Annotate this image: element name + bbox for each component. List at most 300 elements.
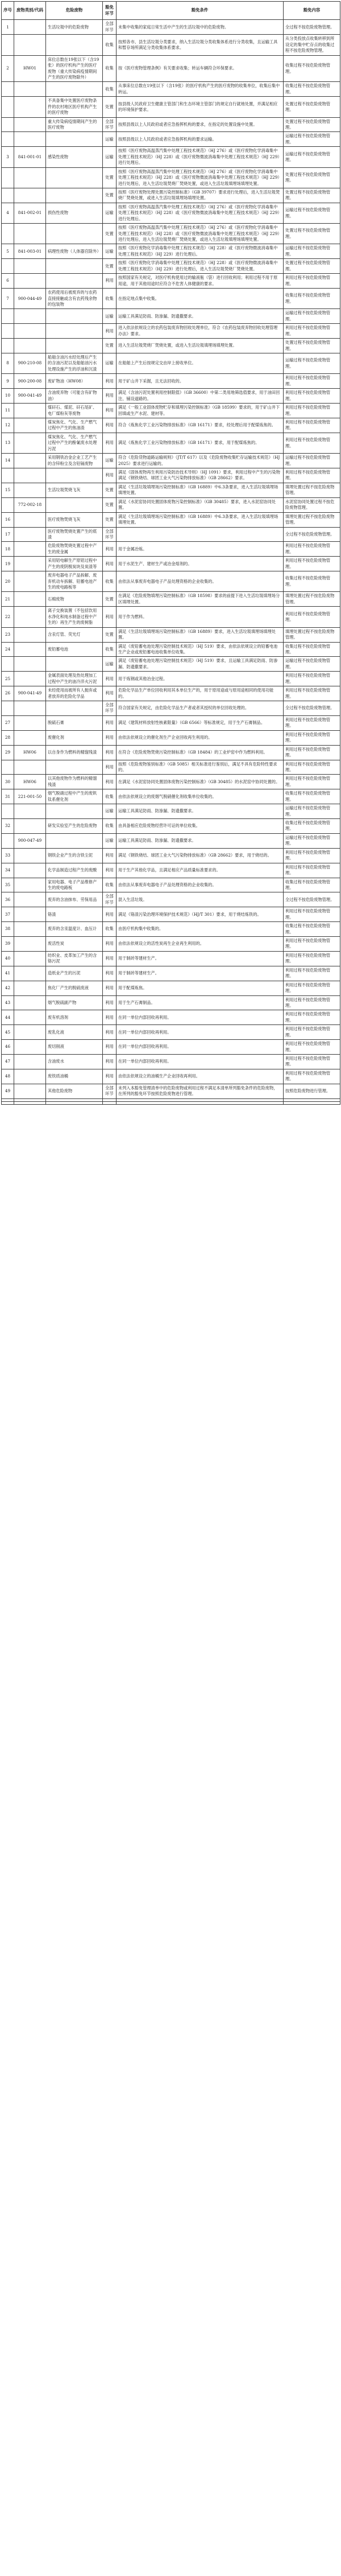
row-number: 3 bbox=[2, 147, 14, 167]
exempt-condition: 按照各市、县生活垃圾分类要求，纳入生活垃圾分类收集体系进行分类收集，且运输工具和暂存场所满足分类收集体系要求。 bbox=[117, 35, 284, 55]
row-number: 1 bbox=[2, 20, 14, 35]
waste-name bbox=[46, 132, 103, 147]
table-row bbox=[2, 527, 340, 542]
exempt-condition: 满足《生活垃圾填埋场污染控制标准》（GB 16889）中6.3条要求，进入生活垃圾填埋场填埋处置。 bbox=[117, 512, 284, 527]
exempt-content: 利用过程不按危险废物管理。 bbox=[284, 274, 340, 289]
row-number: 6 bbox=[2, 274, 14, 289]
table-row bbox=[2, 483, 340, 497]
table-row bbox=[2, 97, 340, 117]
waste-code: 841-001-01 bbox=[14, 147, 46, 167]
waste-code bbox=[14, 715, 46, 730]
table-row bbox=[2, 542, 340, 557]
table-row bbox=[2, 224, 340, 244]
exempt-step: 处置 bbox=[103, 167, 117, 188]
exempt-content: 收集过程不按危险废物管理。 bbox=[284, 55, 340, 82]
exempt-step: 利用 bbox=[103, 775, 117, 789]
exempt-content: 处置过程不按危险废物管理。 bbox=[284, 224, 340, 244]
table-row bbox=[2, 627, 340, 642]
exempt-condition: 由依法依规设立的油桶生产企业回收再利用。 bbox=[117, 1069, 284, 1084]
row-number: 40 bbox=[2, 951, 14, 966]
exempt-content: 利用过程不按危险废物管理。 bbox=[284, 981, 340, 995]
waste-code bbox=[14, 672, 46, 686]
exempt-step: 利用 bbox=[103, 907, 117, 922]
exempt-content: 全过程不按危险废物管理。 bbox=[284, 701, 340, 716]
row-number: 24 bbox=[2, 642, 14, 657]
waste-code bbox=[14, 730, 46, 745]
waste-code bbox=[14, 167, 46, 188]
table-header bbox=[2, 2, 340, 20]
header-cond: 豁免条件 bbox=[117, 2, 284, 20]
table-row bbox=[2, 132, 340, 147]
exempt-step: 处置 bbox=[103, 224, 117, 244]
table-row bbox=[2, 418, 340, 433]
table-row bbox=[2, 715, 340, 730]
exempt-step: 全部环节 bbox=[103, 20, 117, 35]
exempt-condition: 在同一单位内部回收再利用。 bbox=[117, 1055, 284, 1069]
exempt-content: 利用过程不按危险废物管理。 bbox=[284, 730, 340, 745]
table-row bbox=[2, 188, 340, 203]
waste-code bbox=[14, 527, 46, 542]
waste-code bbox=[14, 309, 46, 324]
exempt-condition: 满足《含油污泥处置利用控制限值》（GB 36600）中第二类用地筛选值要求，用于油田回注、铺设道路的。 bbox=[117, 389, 284, 404]
exempt-step: 收集 bbox=[103, 878, 117, 892]
waste-code bbox=[14, 571, 46, 592]
table-row bbox=[2, 833, 340, 848]
exempt-condition: 按照《医疗废物化学消毒集中处理工程技术规范》（HJ 228）或《医疗废物微波消毒集中处理工程技术规范》（HJ 229）进行处理后，进入生活垃圾焚烧厂焚烧处置。 bbox=[117, 259, 284, 274]
table-row bbox=[2, 907, 340, 922]
waste-code bbox=[14, 274, 46, 289]
waste-code bbox=[14, 20, 46, 35]
exempt-content: 运输过程不按危险废物管理。 bbox=[284, 203, 340, 223]
table-row bbox=[2, 789, 340, 804]
exempt-content: 利用过程不按危险废物管理。 bbox=[284, 848, 340, 863]
table-row bbox=[2, 404, 340, 418]
waste-name bbox=[46, 804, 103, 819]
exempt-condition: 按照《医疗废物化学消毒集中处理工程技术规范》（HJ 228）或《医疗废物微波消毒集中处理工程技术规范》（HJ 229）进行处理后。 bbox=[117, 244, 284, 259]
header-step: 豁免环节 bbox=[103, 2, 117, 20]
waste-name: 含油废水 bbox=[46, 1055, 103, 1069]
exempt-condition: 由依法依规设立的废烟气脱硝催化剂收集单位收集的。 bbox=[117, 789, 284, 804]
exempt-condition: 满足《生活垃圾填埋场污染控制标准》（GB 16889）中6.3条要求，进入生活垃圾填埋场填埋处置。 bbox=[117, 483, 284, 497]
row-number: 25 bbox=[2, 672, 14, 686]
row-number bbox=[2, 97, 14, 117]
table-row bbox=[2, 819, 340, 834]
exempt-step: 利用 bbox=[103, 274, 117, 289]
waste-name: 损伤性废物 bbox=[46, 203, 103, 223]
exempt-step: 利用 bbox=[103, 686, 117, 701]
header-part: 豁免内容 bbox=[284, 2, 340, 20]
waste-code bbox=[14, 418, 46, 433]
exempt-condition: 混入生活垃圾。 bbox=[117, 892, 284, 907]
exempt-step: 利用 bbox=[103, 468, 117, 483]
waste-name: 烟气脱硝过程中产生的废钒钛系催化剂 bbox=[46, 789, 103, 804]
waste-name bbox=[46, 35, 103, 55]
row-number: 15 bbox=[2, 483, 14, 497]
waste-code bbox=[14, 848, 46, 863]
exempt-condition: 由依法从事废弃电器电子产品处理资格的企业收集的。 bbox=[117, 878, 284, 892]
exempt-condition: 运输工具满足防雨、防渗漏、防遗撒要求。 bbox=[117, 804, 284, 819]
exempt-content: 利用过程不按危险废物管理。 bbox=[284, 404, 340, 418]
exempt-content: 利用过程不按危险废物管理。 bbox=[284, 542, 340, 557]
exempt-step: 处置 bbox=[103, 512, 117, 527]
row-number bbox=[2, 497, 14, 512]
exempt-condition: 符合《危险货物道路运输规则》（JT/T 617）以及《危险废物收集贮存运输技术规范》（HJ 2025）要求进行运输的。 bbox=[117, 454, 284, 468]
row-number: 8 bbox=[2, 353, 14, 374]
exempt-content: 收集过程不按危险废物管理。 bbox=[284, 922, 340, 937]
row-number: 19 bbox=[2, 557, 14, 571]
table-row bbox=[2, 20, 340, 35]
exempt-content: 利用过程不按危险废物管理。 bbox=[284, 1025, 340, 1040]
waste-name: 以自身作为燃料的精馏残渣 bbox=[46, 745, 103, 760]
exempt-content: 利用过程不按危险废物管理。 bbox=[284, 607, 340, 627]
waste-code bbox=[14, 878, 46, 892]
exempt-condition: 满足《生活垃圾填埋场污染控制标准》（GB 16889）要求，进入生活垃圾填埋场填埋处置。 bbox=[117, 627, 284, 642]
exempt-condition: 危险化学品生产单位回收利用其本单位生产的，用于原用途或与原用途相同的使用功能的。 bbox=[117, 686, 284, 701]
exempt-condition: 用于作为燃料。 bbox=[117, 607, 284, 627]
waste-name: 以其他废物作为燃料的精馏残渣 bbox=[46, 775, 103, 789]
exempt-step: 利用 bbox=[103, 324, 117, 339]
exempt-step: 利用 bbox=[103, 1055, 117, 1069]
row-number: 21 bbox=[2, 592, 14, 607]
exempt-step: 利用 bbox=[103, 966, 117, 981]
exempt-step: 处置 bbox=[103, 259, 117, 274]
waste-code bbox=[14, 995, 46, 1010]
exempt-step: 处置 bbox=[103, 497, 117, 512]
table-row bbox=[2, 951, 340, 966]
exempt-condition: 用于炼钢或其他冶金过程。 bbox=[117, 672, 284, 686]
table-row bbox=[2, 804, 340, 819]
row-number: 34 bbox=[2, 863, 14, 878]
waste-name bbox=[46, 468, 103, 483]
waste-code bbox=[14, 454, 46, 468]
waste-name: 医疗废物焚烧处置产生的底渣 bbox=[46, 527, 103, 542]
exempt-step: 全部环节 bbox=[103, 892, 117, 907]
exempt-content: 利用过程不按危险废物管理。 bbox=[284, 775, 340, 789]
exempt-condition: 符合国家有关规定，由危险化学品生产者或者其授权的单位回收处理的。 bbox=[117, 701, 284, 716]
exempt-condition: 满足《建筑材料放射性核素限量》（GB 6566）等标准规定，用于生产石膏制品。 bbox=[117, 715, 284, 730]
exempt-content: 利用过程不按危险废物管理。 bbox=[284, 557, 340, 571]
waste-code bbox=[14, 1084, 46, 1098]
exempt-content: 水泥窑协同处置过程不按危险废物管理。 bbox=[284, 497, 340, 512]
waste-name: 废弃的含汞温度计、血压计 bbox=[46, 922, 103, 937]
exempt-content: 运输过程不按危险废物管理。 bbox=[284, 454, 340, 468]
exempt-condition: 进入依法依规设立的农药包装废弃物回收处理单位，符合《农药包装废弃物回收处理管理办法》要求。 bbox=[117, 324, 284, 339]
exempt-step: 利用 bbox=[103, 760, 117, 775]
row-number bbox=[2, 324, 14, 339]
row-number bbox=[2, 1101, 14, 1104]
waste-name: 含油废弃物（可能含有矿物油） bbox=[46, 389, 103, 404]
waste-code bbox=[14, 557, 46, 571]
waste-code: HW01 bbox=[14, 55, 46, 82]
exempt-step: 处置 bbox=[103, 627, 117, 642]
waste-code: 221-001-50 bbox=[14, 789, 46, 804]
table-row bbox=[2, 745, 340, 760]
exempt-condition: 按照《医疗废物高温蒸汽集中处理工程技术规范》（HJ 276）或《医疗废物化学消毒集中处理工程技术规范》（HJ 228）或《医疗废物微波消毒集中处理工程技术规范》（HJ 229）进行处理后。 bbox=[117, 147, 284, 167]
row-number: 48 bbox=[2, 1069, 14, 1084]
exempt-step: 收集 bbox=[103, 571, 117, 592]
row-number: 23 bbox=[2, 627, 14, 642]
waste-code bbox=[14, 592, 46, 607]
table-row bbox=[2, 701, 340, 716]
waste-code bbox=[14, 760, 46, 775]
table-row bbox=[2, 82, 340, 97]
waste-code bbox=[14, 324, 46, 339]
exempt-content: 处置过程不按危险废物管理。 bbox=[284, 339, 340, 353]
exempt-content: 运输过程不按危险废物管理。 bbox=[284, 132, 340, 147]
row-number bbox=[2, 833, 14, 848]
row-number: 42 bbox=[2, 981, 14, 995]
row-number bbox=[2, 760, 14, 775]
exempt-step: 处置 bbox=[103, 483, 117, 497]
exempt-condition: 在同一单位内部回收再利用。 bbox=[117, 1010, 284, 1025]
exempt-step: 运输 bbox=[103, 657, 117, 672]
waste-code bbox=[14, 483, 46, 497]
row-number: 11 bbox=[2, 404, 14, 418]
exempt-step: 运输 bbox=[103, 147, 117, 167]
exempt-step: 利用 bbox=[103, 1069, 117, 1084]
waste-code bbox=[14, 966, 46, 981]
waste-name bbox=[46, 1101, 103, 1104]
table-row bbox=[2, 433, 340, 453]
waste-name: 含汞灯管、荧光灯 bbox=[46, 627, 103, 642]
exempt-step: 收集 bbox=[103, 642, 117, 657]
exempt-condition: 从事床位总数在19张以下（含19张）的医疗机构产生的医疗废物的收集单位，收集后集中转运。 bbox=[117, 82, 284, 97]
exempt-condition: 未集中收集的家庭日常生活中产生的生活垃圾中的危险废物。 bbox=[117, 20, 284, 35]
exempt-content: 全过程不按危险废物管理。 bbox=[284, 20, 340, 35]
waste-name: 纺织业、皮革加工产生的含铬污泥 bbox=[46, 951, 103, 966]
row-number: 43 bbox=[2, 995, 14, 1010]
exempt-step: 利用 bbox=[103, 848, 117, 863]
waste-name: 废弃电器电子产品拆解、废弃机动车拆解、铅蓄电池产生的废电路板等 bbox=[46, 571, 103, 592]
header-code: 废物类别/代码 bbox=[14, 2, 46, 20]
exempt-content: 利用过程不按危险废物管理。 bbox=[284, 937, 340, 952]
row-number: 16 bbox=[2, 512, 14, 527]
exempt-condition: 用于制砖等建材生产。 bbox=[117, 966, 284, 981]
row-number: 41 bbox=[2, 966, 14, 981]
waste-code bbox=[14, 1010, 46, 1025]
exempt-step: 利用 bbox=[103, 1010, 117, 1025]
waste-code: 841-002-01 bbox=[14, 203, 46, 223]
exempt-condition: 在船舶上产生后按规定交由岸上接收单位。 bbox=[117, 353, 284, 374]
waste-name bbox=[46, 760, 103, 775]
table-row bbox=[2, 730, 340, 745]
waste-name: 生活垃圾焚烧飞灰 bbox=[46, 483, 103, 497]
exempt-content: 运输过程不按危险废物管理。 bbox=[284, 309, 340, 324]
waste-name bbox=[46, 497, 103, 512]
row-number: 5 bbox=[2, 244, 14, 259]
waste-name: 废乳化液 bbox=[46, 1025, 103, 1040]
exempt-condition: 由依法从事废弃电器电子产品处理资格的企业收集的。 bbox=[117, 571, 284, 592]
exempt-content: 利用过程不按危险废物管理。 bbox=[284, 1055, 340, 1069]
waste-code bbox=[14, 922, 46, 937]
exempt-content: 按照危险废物进行管理。 bbox=[284, 1084, 340, 1098]
exempt-step: 利用 bbox=[103, 607, 117, 627]
table-row bbox=[2, 937, 340, 952]
exempt-content: 利用过程不按危险废物管理。 bbox=[284, 418, 340, 433]
row-number bbox=[2, 82, 14, 97]
exempt-condition: 在满足《危险废物填埋污染控制标准》（GB 18598）要求的前提下进入生活垃圾填埋场分区填埋处置。 bbox=[117, 592, 284, 607]
table-row bbox=[2, 244, 340, 259]
row-number bbox=[2, 468, 14, 483]
waste-name: 烟气脱硫副产物 bbox=[46, 995, 103, 1010]
exempt-content: 收集过程不按危险废物管理。 bbox=[284, 289, 340, 309]
exempt-step: 收集 bbox=[103, 82, 117, 97]
waste-name bbox=[46, 833, 103, 848]
row-number: 18 bbox=[2, 542, 14, 557]
exempt-condition: 按县级人民政府卫生健康主管部门和生态环境主管部门的规定自行就地处置，并满足相应的环境保护要求。 bbox=[117, 97, 284, 117]
table-row bbox=[2, 1101, 340, 1104]
exempt-step: 利用 bbox=[103, 557, 117, 571]
exempt-content: 处置过程不按危险废物管理。 bbox=[284, 97, 340, 117]
waste-code: 900-047-49 bbox=[14, 833, 46, 848]
row-number bbox=[2, 167, 14, 188]
waste-code bbox=[14, 259, 46, 274]
row-number bbox=[2, 132, 14, 147]
row-number bbox=[2, 35, 14, 55]
row-number bbox=[2, 188, 14, 203]
exempt-step: 收集 bbox=[103, 922, 117, 937]
exempt-content: 利用过程不按危险废物管理。 bbox=[284, 907, 340, 922]
waste-name bbox=[46, 167, 103, 188]
table-row bbox=[2, 55, 340, 82]
table-row bbox=[2, 1069, 340, 1084]
exempt-condition: 满足《固体废物再生利用污染防治技术导则》（HJ 1091）要求，利用过程中产生的污染物满足《钢铁烧结、球团工业大气污染物排放标准》（GB 28662）要求。 bbox=[117, 468, 284, 483]
waste-name: 石棉废物 bbox=[46, 592, 103, 607]
exempt-content: 处置过程不按危险废物管理。 bbox=[284, 259, 340, 274]
waste-name: 危险废物焚烧处置过程中产生的废金属 bbox=[46, 542, 103, 557]
waste-name: 煤矸石、煤泥、矸石尾矿、电厂煤粉灰等废物 bbox=[46, 404, 103, 418]
exempt-step: 利用 bbox=[103, 951, 117, 966]
row-number: 46 bbox=[2, 1040, 14, 1055]
exempt-step: 利用 bbox=[103, 937, 117, 952]
header-no: 序号 bbox=[2, 2, 14, 20]
exempt-step: 运输 bbox=[103, 132, 117, 147]
waste-code bbox=[14, 542, 46, 557]
table-row bbox=[2, 848, 340, 863]
row-number: 4 bbox=[2, 203, 14, 223]
waste-code bbox=[14, 1040, 46, 1055]
row-number: 37 bbox=[2, 907, 14, 922]
waste-name: 废铅蓄电池 bbox=[46, 642, 103, 657]
waste-code bbox=[14, 892, 46, 907]
waste-name: 研发实验室产生的危险废物 bbox=[46, 819, 103, 834]
exempt-condition: 由依法依规设立的催化剂生产企业回收再生利用的。 bbox=[117, 730, 284, 745]
exempt-step: 全部环节 bbox=[103, 117, 117, 132]
table-row bbox=[2, 878, 340, 892]
exempt-content: 全过程不按危险废物管理。 bbox=[284, 527, 340, 542]
exempt-condition: 用于水泥生产、建材生产或冶金熔剂的。 bbox=[117, 557, 284, 571]
waste-code bbox=[14, 117, 46, 132]
table-row bbox=[2, 775, 340, 789]
exempt-content: 利用过程不按危险废物管理。 bbox=[284, 1069, 340, 1084]
exempt-step: 利用 bbox=[103, 730, 117, 745]
waste-code: 900-210-08 bbox=[14, 353, 46, 374]
exempt-step: 全部环节 bbox=[103, 701, 117, 716]
waste-code bbox=[14, 1101, 46, 1104]
exempt-step: 处置 bbox=[103, 188, 117, 203]
row-number: 31 bbox=[2, 789, 14, 804]
waste-name: 废活性炭 bbox=[46, 937, 103, 952]
waste-code bbox=[14, 339, 46, 353]
waste-name: 家用电器、电子产品维修产生的废电路板 bbox=[46, 878, 103, 892]
waste-code bbox=[14, 907, 46, 922]
exempt-step: 运输 bbox=[103, 244, 117, 259]
exempt-condition bbox=[117, 1101, 284, 1104]
exempt-condition: 按照国家有关规定，对医疗机构使用过的输液瓶（袋）进行回收利用；利用过程不用于原用途，用于其他用途时应符合不危害人体健康的要求。 bbox=[117, 274, 284, 289]
row-number: 26 bbox=[2, 686, 14, 701]
exempt-content: 利用过程不按危险废物管理。 bbox=[284, 324, 340, 339]
waste-code bbox=[14, 1055, 46, 1069]
row-number: 36 bbox=[2, 892, 14, 907]
exempt-step: 利用 bbox=[103, 715, 117, 730]
table-row bbox=[2, 672, 340, 686]
waste-code bbox=[14, 819, 46, 834]
waste-code bbox=[14, 132, 46, 147]
waste-code bbox=[14, 642, 46, 657]
exempt-content: 运输过程不按危险废物管理。 bbox=[284, 657, 340, 672]
table-row bbox=[2, 571, 340, 592]
exempt-condition: 在符合《危险废物焚烧污染控制标准》（GB 18484）的工业炉窑中作为燃料利用。 bbox=[117, 745, 284, 760]
row-number bbox=[2, 117, 14, 132]
waste-name bbox=[46, 324, 103, 339]
waste-code bbox=[14, 951, 46, 966]
exempt-content: 填埋处置过程不按危险废物管理。 bbox=[284, 592, 340, 607]
row-number: 47 bbox=[2, 1055, 14, 1069]
exempt-step: 利用 bbox=[103, 389, 117, 404]
table-row bbox=[2, 995, 340, 1010]
exempt-condition bbox=[117, 527, 284, 542]
waste-code: 841-003-01 bbox=[14, 244, 46, 259]
exempt-step: 利用 bbox=[103, 1025, 117, 1040]
waste-name: 医疗废物焚烧飞灰 bbox=[46, 512, 103, 527]
waste-name bbox=[46, 657, 103, 672]
exempt-step: 处置 bbox=[103, 592, 117, 607]
table-row bbox=[2, 1055, 340, 1069]
waste-code bbox=[14, 981, 46, 995]
row-number: 7 bbox=[2, 289, 14, 309]
exempt-content: 收集过程不按危险废物管理。 bbox=[284, 789, 340, 804]
table-row bbox=[2, 309, 340, 324]
exempt-content: 利用过程不按危险废物管理。 bbox=[284, 745, 340, 760]
table-row bbox=[2, 324, 340, 339]
row-number: 12 bbox=[2, 418, 14, 433]
header-row bbox=[2, 2, 340, 20]
exempt-content: 运输过程不按危险废物管理。 bbox=[284, 244, 340, 259]
exempt-condition: 满足《废铅蓄电池处理污染控制技术规范》（HJ 519）要求，且运输工具满足防雨、防渗漏、防遗撒要求。 bbox=[117, 657, 284, 672]
exempt-content: 利用过程不按危险废物管理。 bbox=[284, 951, 340, 966]
waste-code bbox=[14, 657, 46, 672]
waste-code bbox=[14, 97, 46, 117]
table-row bbox=[2, 35, 340, 55]
table-row bbox=[2, 468, 340, 483]
waste-name: 金属表面处理及热处理加工过程中产生的油冷淬火污泥 bbox=[46, 672, 103, 686]
table-row bbox=[2, 607, 340, 627]
waste-name: 废有机溶剂 bbox=[46, 1010, 103, 1025]
row-number: 44 bbox=[2, 1010, 14, 1025]
waste-code bbox=[14, 804, 46, 819]
exempt-condition: 在指定地点集中收集。 bbox=[117, 289, 284, 309]
row-number bbox=[2, 339, 14, 353]
table-row bbox=[2, 1084, 340, 1098]
waste-code: 772-002-18 bbox=[14, 497, 46, 512]
exempt-content: 收集过程不按危险废物管理。 bbox=[284, 642, 340, 657]
table-row bbox=[2, 203, 340, 223]
table-row bbox=[2, 147, 340, 167]
table-row bbox=[2, 167, 340, 188]
waste-name: 脱硫石膏 bbox=[46, 715, 103, 730]
exempt-step: 利用 bbox=[103, 404, 117, 418]
table-row bbox=[2, 592, 340, 607]
